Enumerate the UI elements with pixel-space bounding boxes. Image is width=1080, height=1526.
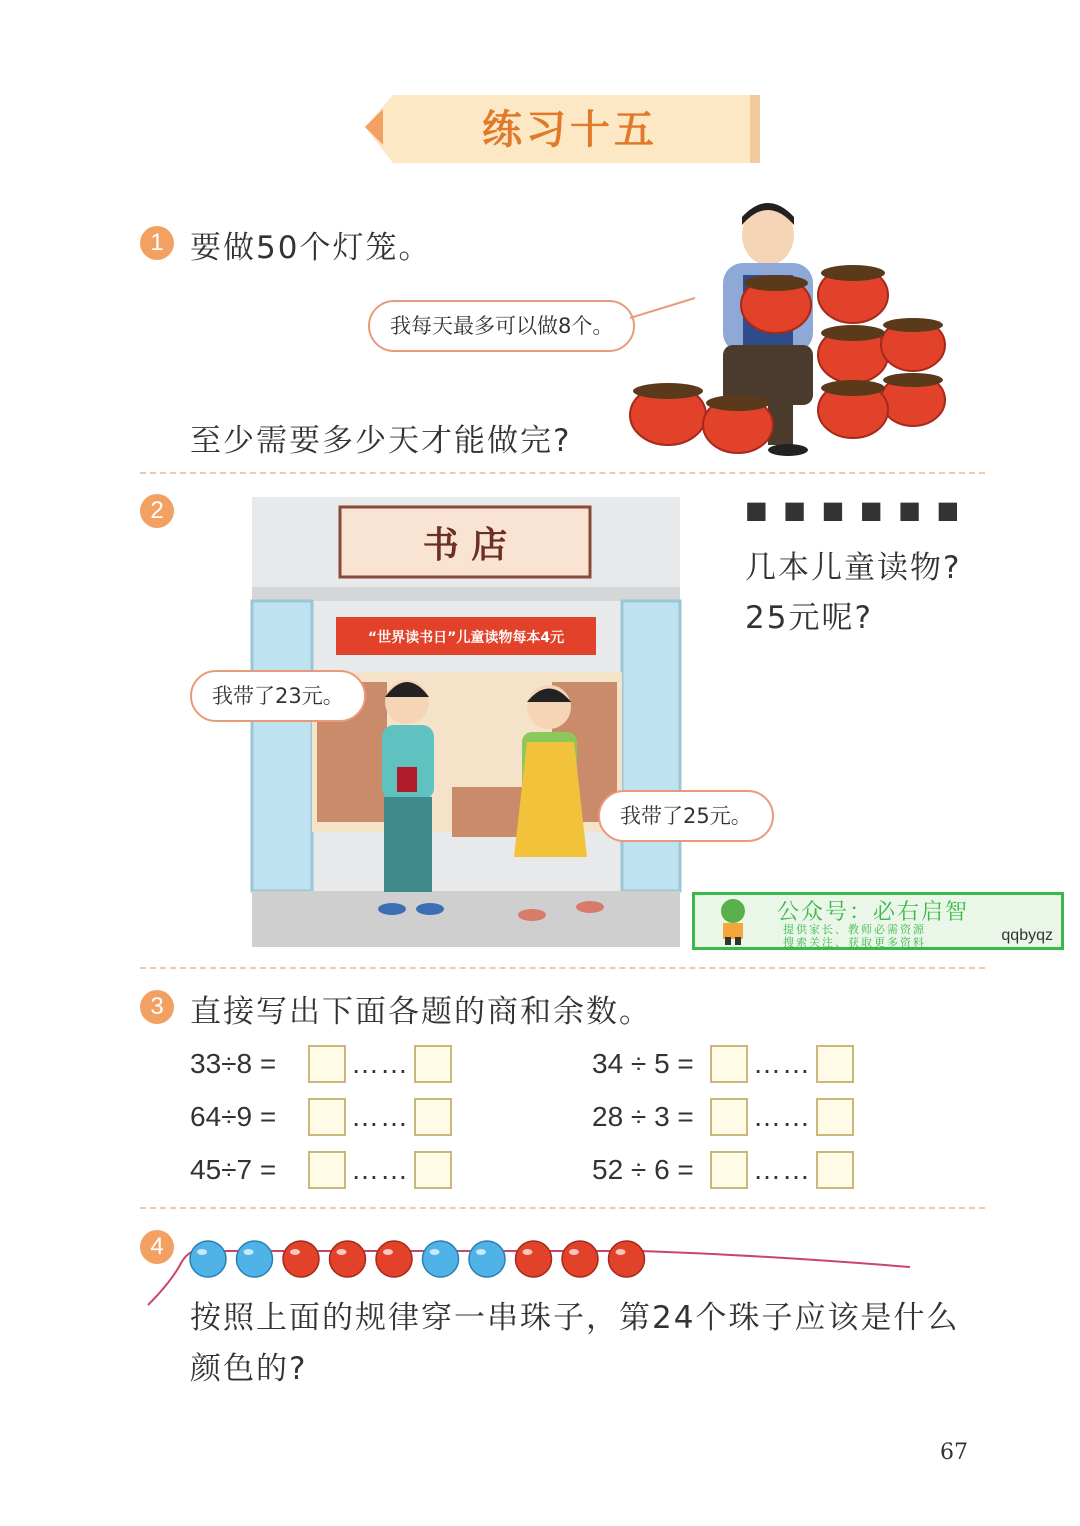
watermark-id: qqbyqz (1001, 927, 1053, 944)
division-row (592, 1097, 854, 1137)
page-title: 练习十五 (482, 106, 658, 153)
remainder-dots: …… (753, 1101, 811, 1132)
question-number-2: 2 (140, 494, 174, 528)
watermark-line1: 提供家长、教师必需资源 (783, 923, 926, 936)
lantern-maker-illustration (628, 195, 958, 465)
quotient-box[interactable] (308, 1045, 346, 1083)
mascot-icon (713, 897, 753, 947)
blue-bead (469, 1241, 505, 1277)
red-bead (330, 1241, 366, 1277)
red-bead (516, 1241, 552, 1277)
q1-text: 要做50个灯笼。 (190, 230, 432, 266)
blue-bead (237, 1241, 273, 1277)
remainder-box[interactable] (414, 1151, 452, 1189)
question-number-1: 1 (140, 226, 174, 260)
division-row (190, 1044, 452, 1084)
bead-highlight (244, 1249, 254, 1255)
q3-left-column (190, 1044, 452, 1190)
remainder-box[interactable] (414, 1045, 452, 1083)
question-number-3: 3 (140, 990, 174, 1024)
division-expression: 52 ÷ 6 = (592, 1154, 694, 1185)
division-expression: 33÷8 = (190, 1048, 277, 1079)
beads (190, 1241, 645, 1277)
quotient-box[interactable] (710, 1098, 748, 1136)
bookstore-illustration (252, 497, 680, 947)
remainder-dots: …… (753, 1154, 811, 1185)
bookstore-sign: 书 店 (422, 524, 508, 566)
division-expression: 34 ÷ 5 = (592, 1048, 694, 1079)
remainder-box[interactable] (816, 1098, 854, 1136)
division-expression: 64÷9 = (190, 1101, 277, 1132)
q1-question: 至少需要多少天才能做完? (190, 423, 572, 459)
bead-highlight (523, 1249, 533, 1255)
division-row (190, 1150, 452, 1190)
q3-text: 直接写出下面各题的商和余数。 (190, 994, 652, 1030)
q4-text-line2: 颜色的? (190, 1351, 308, 1387)
boy-speech-bubble: 我带了23元。 (190, 670, 366, 722)
quotient-box[interactable] (710, 1151, 748, 1189)
division-row (592, 1150, 854, 1190)
division-expression: 45÷7 = (190, 1154, 277, 1185)
division-expression: 28 ÷ 3 = (592, 1101, 694, 1132)
bead-highlight (430, 1249, 440, 1255)
bead-highlight (197, 1249, 207, 1255)
girl-speech-bubble: 我带了25元。 (598, 790, 774, 842)
q2-text-line2: 25元呢? (745, 600, 873, 636)
bead-highlight (383, 1249, 393, 1255)
red-bead (562, 1241, 598, 1277)
q4-text-line1: 按照上面的规律穿一串珠子，第24个珠子应该是什么 (190, 1300, 960, 1336)
divider-1 (140, 472, 985, 474)
quotient-box[interactable] (710, 1045, 748, 1083)
watermark-line2: 搜索关注、获取更多资料 (783, 936, 926, 949)
quotient-box[interactable] (308, 1151, 346, 1189)
bead-highlight (569, 1249, 579, 1255)
remainder-dots: …… (351, 1154, 409, 1185)
q2-text-line1: 几本儿童读物? (745, 550, 962, 586)
q3-right-column (592, 1044, 854, 1190)
divider-3 (140, 1207, 985, 1209)
red-bead (283, 1241, 319, 1277)
remainder-box[interactable] (816, 1151, 854, 1189)
q2-text-cutoff: ■ ■ ■ ■ ■ ■ (745, 496, 964, 524)
watermark-title: 公众号：必右启智 (777, 900, 970, 925)
red-bead (609, 1241, 645, 1277)
bookstore-banner: “世界读书日”儿童读物每本4元 (367, 630, 565, 646)
page-number: 67 (940, 1440, 968, 1465)
divider-2 (140, 967, 985, 969)
bead-highlight (476, 1249, 486, 1255)
watermark-banner (692, 892, 1064, 950)
remainder-dots: …… (351, 1048, 409, 1079)
division-row (190, 1097, 452, 1137)
blue-bead (190, 1241, 226, 1277)
blue-bead (423, 1241, 459, 1277)
quotient-box[interactable] (308, 1098, 346, 1136)
division-row (592, 1044, 854, 1084)
remainder-dots: …… (753, 1048, 811, 1079)
q1-speech-bubble: 我每天最多可以做8个。 (368, 300, 635, 352)
bead-highlight (290, 1249, 300, 1255)
question-number-4: 4 (140, 1230, 174, 1264)
remainder-dots: …… (351, 1101, 409, 1132)
bead-highlight (337, 1249, 347, 1255)
bead-highlight (616, 1249, 626, 1255)
remainder-box[interactable] (414, 1098, 452, 1136)
red-bead (376, 1241, 412, 1277)
remainder-box[interactable] (816, 1045, 854, 1083)
